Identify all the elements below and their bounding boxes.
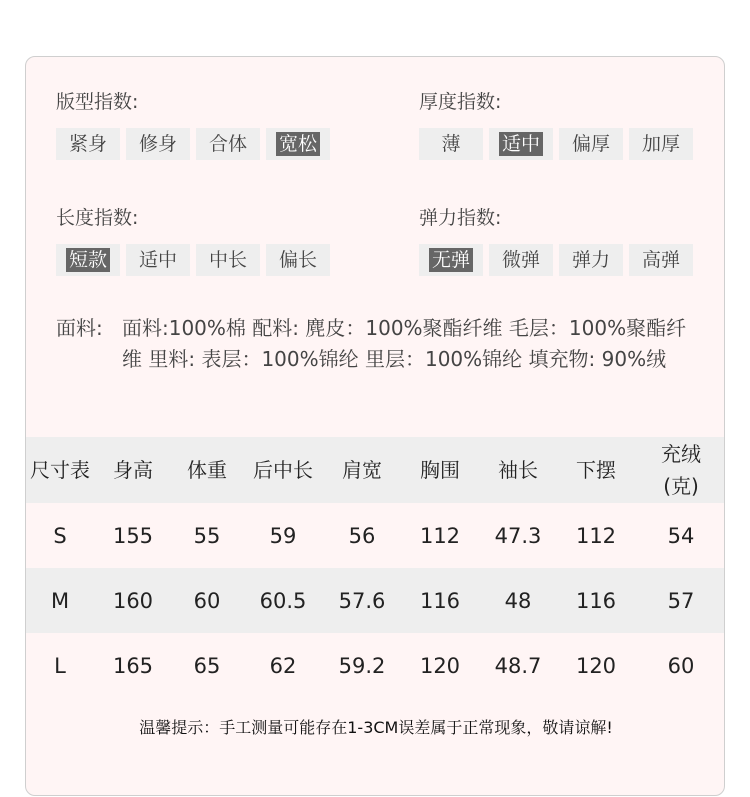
header-cell: 袖长 — [498, 458, 538, 482]
table-cell: 55 — [193, 523, 221, 548]
table-cell: 155 — [112, 523, 154, 548]
fit-index-group — [56, 90, 317, 155]
table-row — [26, 633, 725, 698]
header-cell: 身高 — [113, 458, 153, 482]
table-cell: 47.3 — [494, 523, 542, 548]
header-cell: 体重 — [187, 458, 227, 482]
table-cell: 120 — [575, 653, 617, 678]
thickness-index-options — [419, 128, 693, 160]
elasticity-index-options — [419, 244, 693, 276]
table-row — [26, 568, 725, 633]
table-cell: 112 — [419, 523, 461, 548]
length-index-title: 长度指数: — [56, 207, 139, 229]
length-option: 偏长 — [266, 244, 330, 276]
table-cell: M — [50, 588, 70, 613]
thickness-option: 加厚 — [629, 128, 693, 160]
fit-option: 修身 — [126, 128, 190, 160]
table-cell: 60 — [193, 588, 221, 613]
thickness-option: 偏厚 — [559, 128, 623, 160]
table-cell: 54 — [667, 523, 695, 548]
length-option: 短款 — [56, 244, 120, 276]
header-cell: 肩宽 — [342, 458, 382, 482]
table-cell: 116 — [575, 588, 617, 613]
elasticity-index-title: 弹力指数: — [419, 207, 502, 229]
length-option: 适中 — [126, 244, 190, 276]
fit-option: 合体 — [196, 128, 260, 160]
table-cell: 48.7 — [494, 653, 542, 678]
elasticity-index-group — [419, 206, 680, 271]
fabric-composition: 面料:100%棉 配料: 麂皮：100%聚酯纤维 毛层：100%聚酯纤维 里料: 表层：100%锦纶 里层：100%锦纶 填充物: 90%绒 — [122, 316, 687, 371]
size-table-header — [26, 437, 725, 503]
length-option: 中长 — [196, 244, 260, 276]
length-index-options — [56, 244, 330, 276]
header-cell-down-fill: 充绒(克) — [661, 442, 701, 498]
fit-index-options — [56, 128, 330, 160]
fit-option: 宽松 — [266, 128, 330, 160]
size-table — [26, 437, 725, 698]
table-cell: 57.6 — [338, 588, 386, 613]
measurement-tip: 温馨提示：手工测量可能存在1-3CM误差属于正常现象，敬请谅解! — [139, 718, 613, 737]
thickness-option: 薄 — [419, 128, 483, 160]
table-cell: 62 — [269, 653, 297, 678]
table-cell: 165 — [112, 653, 154, 678]
header-cell: 下摆 — [576, 458, 616, 482]
fit-option: 紧身 — [56, 128, 120, 160]
table-cell: 59 — [269, 523, 297, 548]
size-info-card — [25, 56, 725, 796]
header-cell: 尺寸表 — [30, 458, 90, 482]
elasticity-option: 微弹 — [489, 244, 553, 276]
table-row — [26, 503, 725, 568]
table-cell: 60 — [667, 653, 695, 678]
fabric-label: 面料: — [56, 316, 103, 340]
table-cell: 116 — [419, 588, 461, 613]
fit-index-title: 版型指数: — [56, 91, 139, 113]
thickness-index-group — [419, 90, 680, 155]
table-cell: 59.2 — [338, 653, 386, 678]
elasticity-option: 弹力 — [559, 244, 623, 276]
table-cell: 120 — [419, 653, 461, 678]
elasticity-option: 无弹 — [419, 244, 483, 276]
table-cell: 112 — [575, 523, 617, 548]
thickness-option: 适中 — [489, 128, 553, 160]
table-cell: L — [54, 653, 66, 678]
table-cell: 48 — [504, 588, 532, 613]
header-cell: 后中长 — [253, 458, 313, 482]
table-cell: 60.5 — [259, 588, 307, 613]
elasticity-option: 高弹 — [629, 244, 693, 276]
length-index-group — [56, 206, 317, 271]
header-cell: 胸围 — [420, 458, 460, 482]
table-cell: 160 — [112, 588, 154, 613]
table-cell: 56 — [348, 523, 376, 548]
thickness-index-title: 厚度指数: — [419, 91, 502, 113]
table-cell: S — [53, 523, 67, 548]
table-cell: 57 — [667, 588, 695, 613]
table-cell: 65 — [193, 653, 221, 678]
